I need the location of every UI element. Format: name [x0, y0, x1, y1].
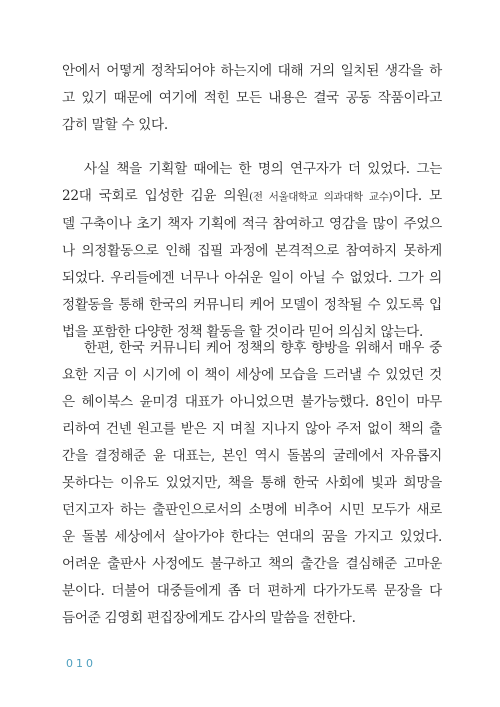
text-line: 감히 말할 수 있다.: [62, 117, 168, 133]
text-line: 사실 책을 기획할 때에는 한 명의 연구자가 더 있었다. 그는: [84, 161, 442, 177]
text-line: 되었다. 우리들에겐 너무나 아쉬운 일이 아닐 수 없었다. 그가 의: [62, 270, 442, 286]
text-line: 요한 지금 이 시기에 이 책이 세상에 모습을 드러낼 수 있었던 것: [62, 367, 442, 383]
text-line: 어려운 출판사 사정에도 불구하고 책의 출간을 결심해준 고마운: [62, 556, 442, 572]
text-line: 고 있기 때문에 여기에 적힌 모든 내용은 결국 공동 작품이라고: [62, 90, 442, 106]
text-line: 운 돌봄 세상에서 살아가야 한다는 연대의 꿈을 가지고 있었다.: [62, 529, 442, 545]
text-line: 정활동을 통해 한국의 커뮤니티 케어 모델이 정착될 수 있도록 입: [62, 297, 442, 313]
text-segment: 이다. 모: [392, 188, 442, 204]
text-line-with-note: [62, 183, 442, 211]
text-line: 던지고자 하는 출판인으로서의 소명에 비추어 시민 모두가 새로: [62, 502, 442, 518]
paragraph-3: [62, 335, 442, 632]
text-segment: 22대 국회로 입성한 김윤 의원: [62, 188, 250, 204]
text-line: 델 구축이나 초기 책자 기획에 적극 참여하고 영감을 많이 주었으: [62, 216, 442, 232]
text-line: 은 헤이북스 윤미경 대표가 아니었으면 불가능했다. 8인이 마무: [62, 394, 442, 410]
text-line: 분이다. 더불어 대중들에게 좀 더 편하게 다가가도록 문장을 다: [62, 583, 442, 599]
text-line: 간을 결정해준 윤 대표는, 본인 역시 돌봄의 굴레에서 자유롭지: [62, 448, 442, 464]
text-line: 리하여 건넨 원고를 받은 지 며칠 지나지 않아 주저 없이 책의 출: [62, 421, 442, 437]
text-line: 듬어준 김영회 편집장에게도 감사의 말씀을 전한다.: [62, 610, 356, 626]
text-line: 안에서 어떻게 정착되어야 하는지에 대해 거의 일치된 생각을 하: [62, 63, 442, 79]
text-line: 법을 포함한 다양한 정책 활동을 할 것이라 믿어 의심치 않는다.: [62, 324, 423, 340]
page-number: 010: [66, 657, 96, 670]
text-line: 못하다는 이유도 있었지만, 책을 통해 한국 사회에 빛과 희망을: [62, 475, 442, 491]
paragraph-2: [62, 156, 442, 346]
affiliation-note: (전 서울대학교 의과대학 교수): [249, 191, 393, 203]
text-line: 한편, 한국 커뮤니티 케어 정책의 향후 향방을 위해서 매우 중: [84, 340, 442, 356]
text-line: 나 의정활동으로 인해 집필 과정에 본격적으로 참여하지 못하게: [62, 243, 442, 259]
paragraph-1: [62, 58, 442, 139]
